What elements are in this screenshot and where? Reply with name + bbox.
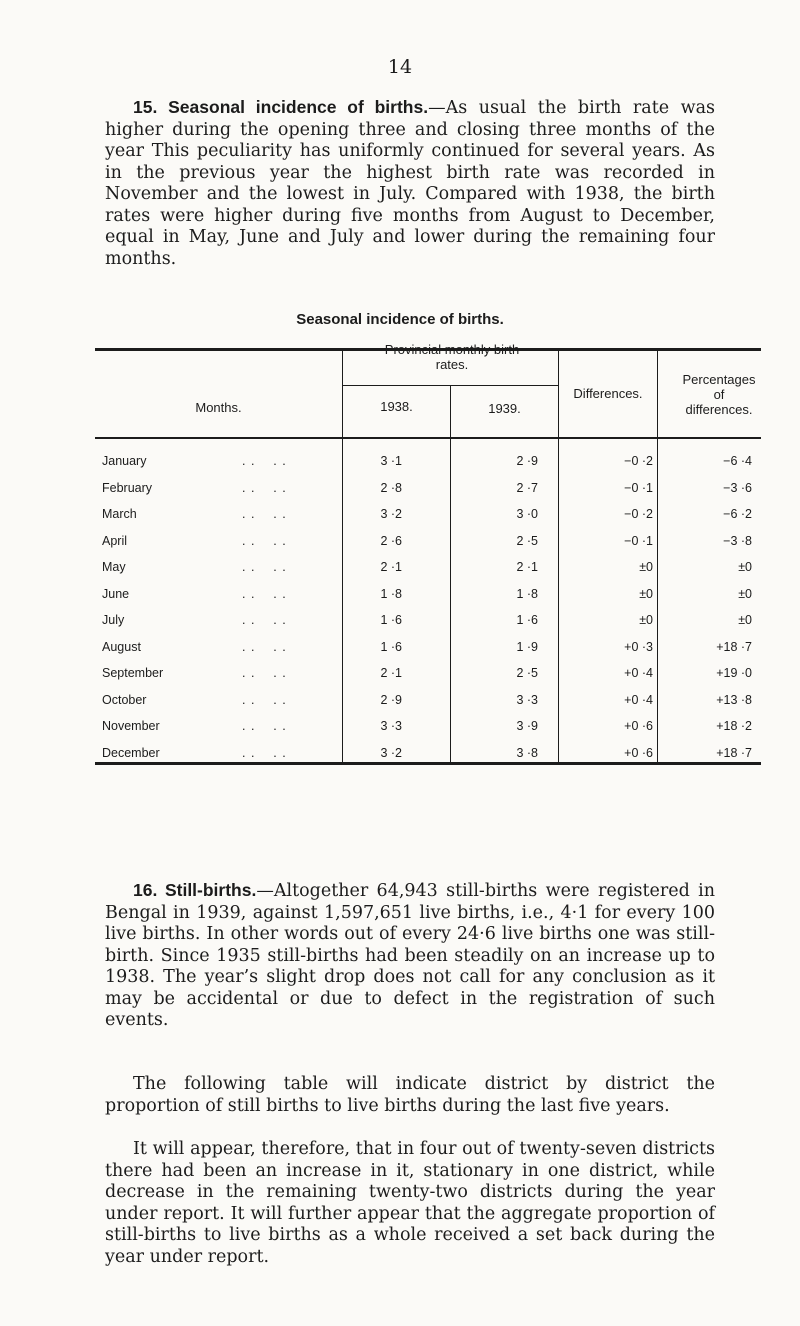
paragraph-3 bbox=[105, 1139, 715, 1268]
rate-1939-cell: 3 ·9 bbox=[516, 719, 538, 733]
table-row bbox=[95, 587, 761, 609]
seasonal-births-table bbox=[95, 342, 761, 765]
rate-1939-cell: 2 ·5 bbox=[516, 533, 538, 548]
rate-1939-cell: 3 ·8 bbox=[516, 745, 538, 760]
section-16-paragraph bbox=[105, 880, 715, 1032]
rate-1939-cell: 2 ·1 bbox=[516, 560, 538, 574]
table-row bbox=[95, 746, 761, 768]
difference-cell: −0 ·2 bbox=[624, 507, 653, 521]
month-cell: August bbox=[102, 639, 141, 654]
rate-1938-cell: 3 ·2 bbox=[380, 745, 402, 760]
month-cell: January bbox=[102, 454, 147, 468]
rate-1938-cell: 2 ·1 bbox=[380, 560, 402, 574]
rate-1938-cell: 2 ·9 bbox=[380, 692, 402, 707]
paragraph-2-text: The following table will indicate district by district the proportion of still births to live births during the last five years. bbox=[105, 1074, 715, 1116]
leader-dots: . . . . bbox=[242, 454, 287, 468]
rate-1939-cell: 3 ·3 bbox=[516, 692, 538, 707]
rate-1939-cell: 1 ·6 bbox=[516, 613, 538, 627]
leader-dots: . . . . bbox=[242, 666, 287, 680]
rate-1938-cell: 3 ·3 bbox=[380, 719, 402, 733]
rate-1938-cell: 2 ·8 bbox=[380, 480, 402, 495]
rate-1938-cell: 1 ·6 bbox=[380, 613, 402, 627]
month-cell: October bbox=[102, 692, 147, 707]
paragraph-3-text: It will appear, therefore, that in four out of twenty-seven districts there had been an increase in it, stationary in one district, while decrease in the remaining twenty-two districts during the year under report. It will further appear that the aggregate proportion of still-births to live births as a whole received a set back during the year under report. bbox=[105, 1139, 715, 1267]
month-cell: December bbox=[102, 745, 160, 760]
rate-1938-cell: 2 ·1 bbox=[380, 666, 402, 680]
rate-1939-cell: 2 ·5 bbox=[516, 666, 538, 680]
rate-1939-cell: 1 ·9 bbox=[516, 639, 538, 654]
percentage-cell: −6 ·2 bbox=[723, 507, 752, 521]
percentage-cell: ±0 bbox=[738, 560, 752, 574]
leader-dots: . . . . bbox=[242, 480, 287, 495]
month-cell: March bbox=[102, 507, 137, 521]
difference-cell: −0 ·2 bbox=[624, 454, 653, 468]
table-row bbox=[95, 719, 761, 741]
rate-1938-cell: 2 ·6 bbox=[380, 533, 402, 548]
difference-cell: +0 ·4 bbox=[624, 692, 653, 707]
leader-dots: . . . . bbox=[242, 719, 287, 733]
percentage-cell: −3 ·6 bbox=[723, 480, 752, 495]
month-cell: February bbox=[102, 480, 153, 495]
difference-cell: −0 ·1 bbox=[624, 533, 653, 548]
percentage-cell: ±0 bbox=[738, 586, 752, 601]
rate-1938-cell: 3 ·1 bbox=[380, 454, 402, 468]
table-row bbox=[95, 534, 761, 556]
month-cell: September bbox=[102, 666, 164, 680]
month-cell: July bbox=[102, 613, 125, 627]
leader-dots: . . . . bbox=[242, 586, 287, 601]
table-row bbox=[95, 613, 761, 635]
table-title: Seasonal incidence of births. bbox=[296, 311, 504, 328]
table-row bbox=[95, 560, 761, 582]
table-row bbox=[95, 693, 761, 715]
header-months: Months. bbox=[195, 400, 242, 415]
table-row bbox=[95, 507, 761, 529]
section-15-text: —As usual the birth rate was higher during the opening three and closing three months of the year This peculiarity has uniformly continued for several years. As in the previous year the highest birth rate was recorded in November and the lowest in July. Compared with 1938, the birth rates were higher during five months from August to December, equal in May, June and July and lower during the remaining four months. bbox=[105, 98, 715, 269]
difference-cell: +0 ·4 bbox=[624, 666, 653, 680]
table-row bbox=[95, 454, 761, 476]
leader-dots: . . . . bbox=[242, 745, 287, 760]
header-1939: 1939. bbox=[488, 401, 521, 416]
percentage-cell: ±0 bbox=[738, 613, 752, 627]
difference-cell: ±0 bbox=[639, 586, 653, 601]
table-row bbox=[95, 640, 761, 662]
percentage-cell: +18 ·7 bbox=[716, 639, 752, 654]
percentage-cell: +13 ·8 bbox=[716, 692, 752, 707]
rate-1939-cell: 2 ·7 bbox=[516, 480, 538, 495]
leader-dots: . . . . bbox=[242, 560, 287, 574]
rate-1938-cell: 1 ·6 bbox=[380, 639, 402, 654]
leader-dots: . . . . bbox=[242, 613, 287, 627]
percentage-cell: +18 ·7 bbox=[716, 745, 752, 760]
header-1938: 1938. bbox=[380, 399, 413, 414]
rate-1938-cell: 1 ·8 bbox=[380, 586, 402, 601]
leader-dots: . . . . bbox=[242, 507, 287, 521]
table-row bbox=[95, 666, 761, 688]
table-row bbox=[95, 481, 761, 503]
page-number: 14 bbox=[387, 56, 413, 78]
header-percentages: Percentages of differences. bbox=[682, 372, 756, 417]
percentage-cell: −3 ·8 bbox=[723, 533, 752, 548]
difference-cell: ±0 bbox=[639, 613, 653, 627]
percentage-cell: +18 ·2 bbox=[716, 719, 752, 733]
section-15-heading: 15. Seasonal incidence of births. bbox=[133, 97, 429, 117]
month-cell: May bbox=[102, 560, 126, 574]
month-cell: November bbox=[102, 719, 160, 733]
rate-1938-cell: 3 ·2 bbox=[380, 507, 402, 521]
section-16-text: —Altogether 64,943 still-births were registered in Bengal in 1939, against 1,597,651 live births, i.e., 4·1 for every 100 live births. In other words out of every 24·6 live births one was still-birth. Since 1935 still-births had been steadily on an increase up to 1938. The year’s slight drop does not call for any conclusion as it may be accidental or due to defect in the registration of such events. bbox=[105, 881, 715, 1030]
month-cell: June bbox=[102, 586, 130, 601]
difference-cell: −0 ·1 bbox=[624, 480, 653, 495]
leader-dots: . . . . bbox=[242, 692, 287, 707]
paragraph-2 bbox=[105, 1074, 715, 1117]
difference-cell: +0 ·3 bbox=[624, 639, 653, 654]
percentage-cell: −6 ·4 bbox=[723, 454, 752, 468]
difference-cell: +0 ·6 bbox=[624, 745, 653, 760]
leader-dots: . . . . bbox=[242, 533, 287, 548]
leader-dots: . . . . bbox=[242, 639, 287, 654]
rate-1939-cell: 1 ·8 bbox=[516, 586, 538, 601]
section-16-heading: 16. Still-births. bbox=[133, 880, 257, 900]
rate-1939-cell: 2 ·9 bbox=[516, 454, 538, 468]
header-bottom-rule bbox=[95, 437, 761, 439]
section-15-paragraph bbox=[105, 97, 715, 270]
month-cell: April bbox=[102, 533, 128, 548]
rate-1939-cell: 3 ·0 bbox=[516, 507, 538, 521]
percentage-cell: +19 ·0 bbox=[716, 666, 752, 680]
difference-cell: +0 ·6 bbox=[624, 719, 653, 733]
header-provincial: Provincial monthly birth rates. bbox=[384, 342, 520, 372]
header-differences: Differences. bbox=[573, 386, 643, 401]
difference-cell: ±0 bbox=[639, 560, 653, 574]
